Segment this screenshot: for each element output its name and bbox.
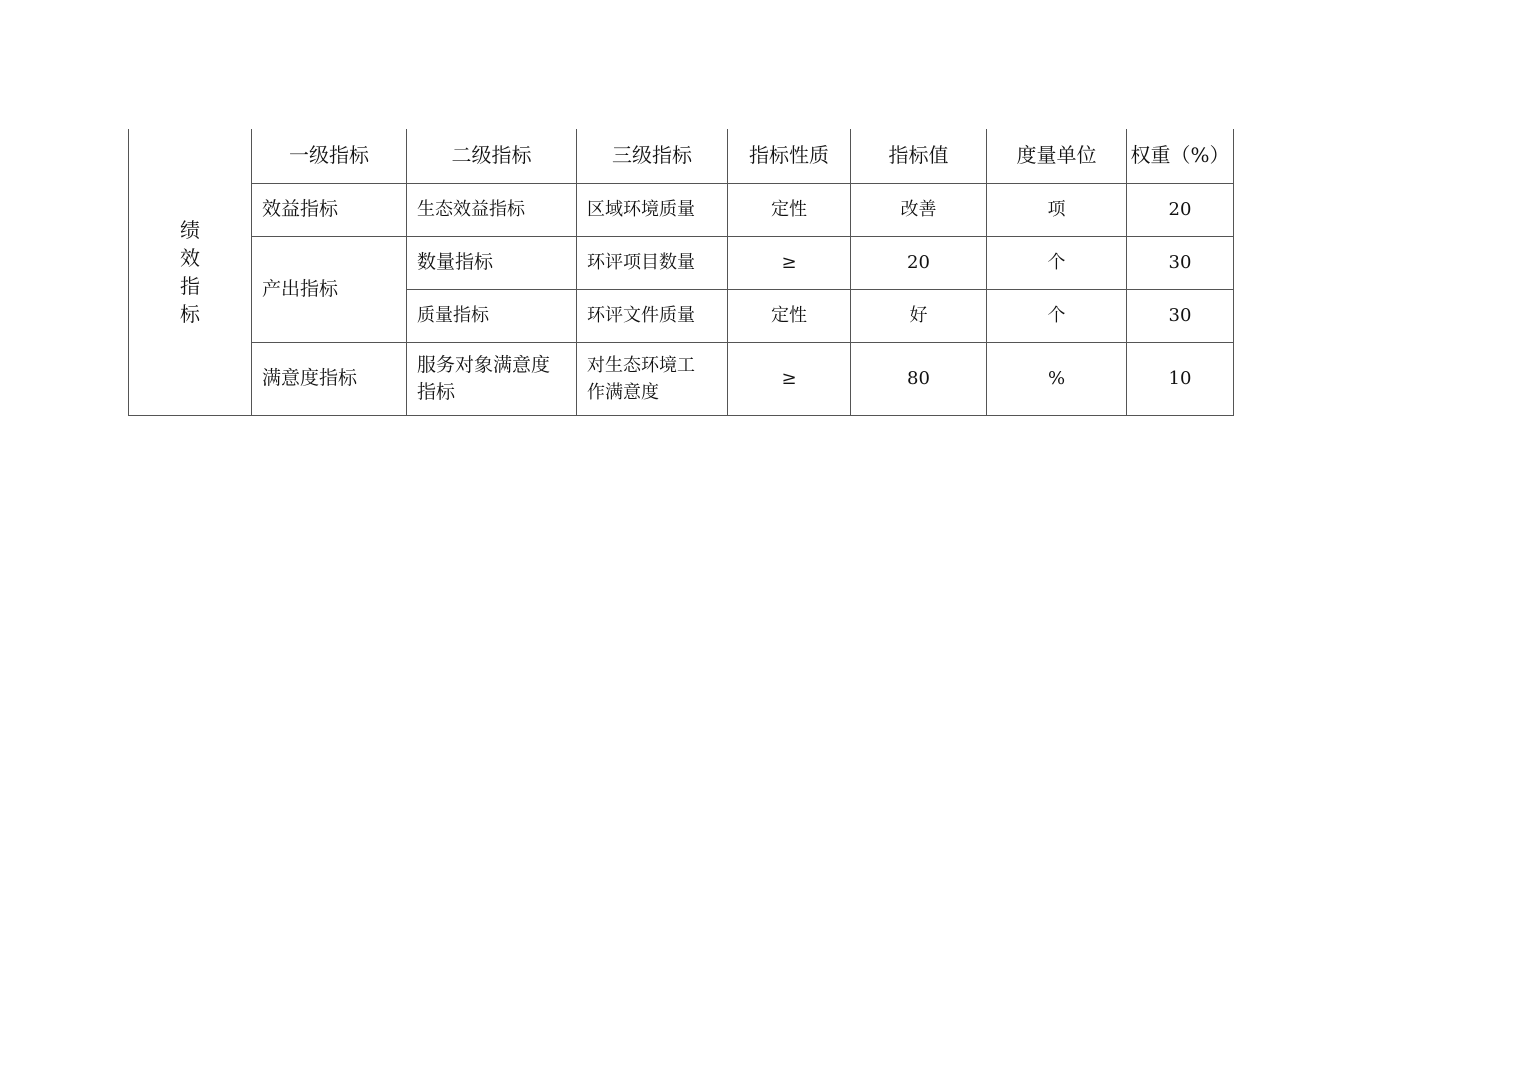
cell-value: 改善 xyxy=(851,183,987,236)
cell-nature: ≥ xyxy=(728,236,851,289)
cell-unit: 个 xyxy=(987,289,1127,342)
side-label-cell xyxy=(129,129,252,415)
cell-level2: 质量指标 xyxy=(407,289,577,342)
cell-value: 20 xyxy=(851,236,987,289)
cell-level2: 生态效益指标 xyxy=(407,183,577,236)
cell-value: 80 xyxy=(851,342,987,415)
cell-weight: 30 xyxy=(1127,236,1234,289)
header-unit: 度量单位 xyxy=(987,129,1127,183)
cell-nature: 定性 xyxy=(728,289,851,342)
header-nature: 指标性质 xyxy=(728,129,851,183)
cell-level2: 数量指标 xyxy=(407,236,577,289)
cell-nature: 定性 xyxy=(728,183,851,236)
cell-nature: ≥ xyxy=(728,342,851,415)
cell-level2 xyxy=(407,342,577,415)
cell-level2-text: 服务对象满意度指标 xyxy=(417,353,551,403)
table-row xyxy=(129,236,1234,289)
cell-unit: 个 xyxy=(987,236,1127,289)
header-level3: 三级指标 xyxy=(577,129,728,183)
cell-level1: 满意度指标 xyxy=(252,342,407,415)
table-row xyxy=(129,342,1234,415)
cell-weight: 20 xyxy=(1127,183,1234,236)
table-header-row xyxy=(129,129,1234,183)
cell-unit: 项 xyxy=(987,183,1127,236)
header-level2: 二级指标 xyxy=(407,129,577,183)
cell-weight: 10 xyxy=(1127,342,1234,415)
side-label: 绩效指标 xyxy=(180,217,200,326)
header-weight: 权重（%） xyxy=(1127,129,1234,183)
cell-level3 xyxy=(577,342,728,415)
cell-level3: 区域环境质量 xyxy=(577,183,728,236)
performance-indicator-table xyxy=(128,129,1234,416)
cell-level3: 环评项目数量 xyxy=(577,236,728,289)
cell-level3-text: 对生态环境工作满意度 xyxy=(587,354,695,403)
cell-weight: 30 xyxy=(1127,289,1234,342)
cell-level1: 产出指标 xyxy=(252,236,407,342)
cell-level3: 环评文件质量 xyxy=(577,289,728,342)
cell-level1: 效益指标 xyxy=(252,183,407,236)
cell-value: 好 xyxy=(851,289,987,342)
cell-unit: % xyxy=(987,342,1127,415)
header-value: 指标值 xyxy=(851,129,987,183)
table-row xyxy=(129,183,1234,236)
header-level1: 一级指标 xyxy=(252,129,407,183)
